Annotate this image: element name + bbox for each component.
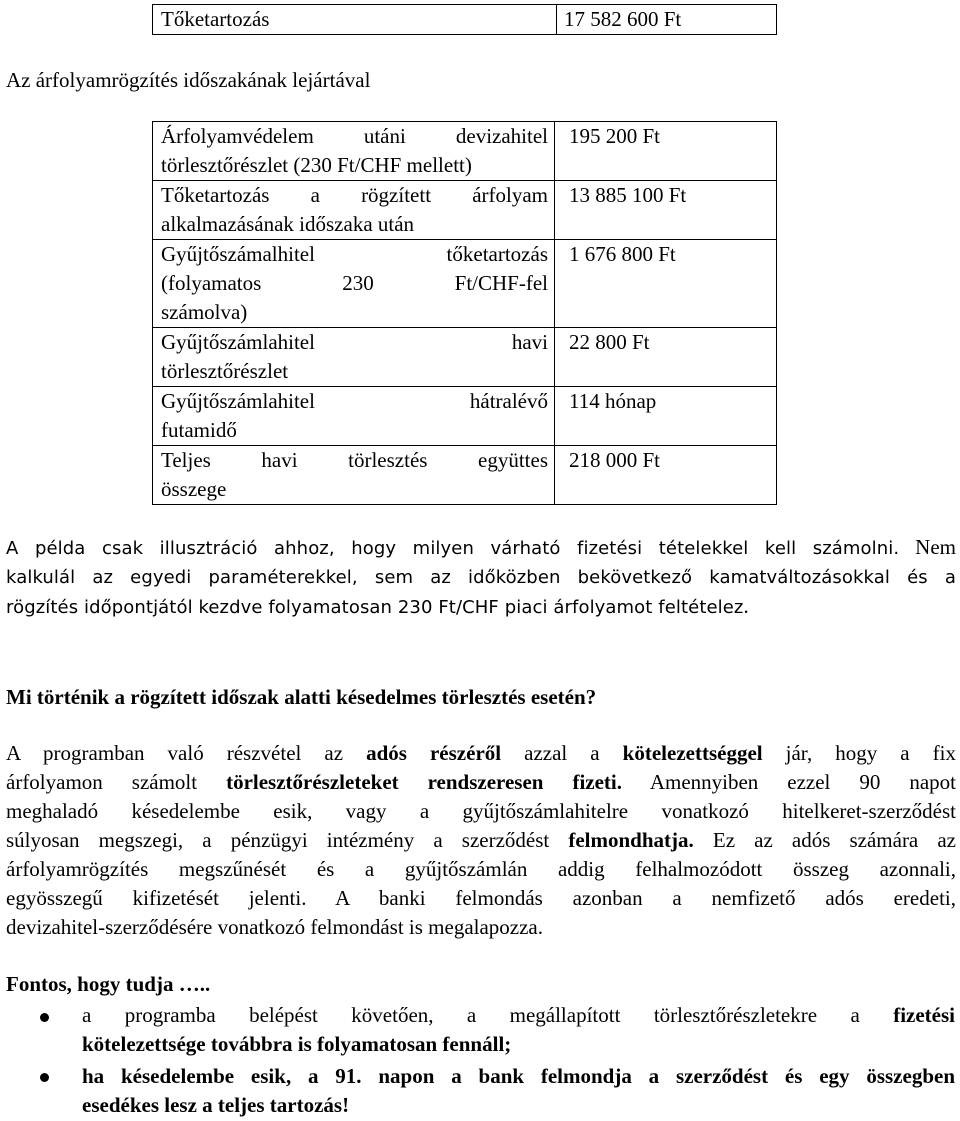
body-text: árfolyamon számolt (6, 770, 227, 794)
bullet-icon (40, 1073, 49, 1082)
bullet-icon (40, 1013, 49, 1022)
body-text: súlyosan megszegi, a pénzügyi intézmény a szerződést (6, 828, 569, 852)
body-line (6, 739, 956, 768)
table-cell-value: 13 885 100 Ft (555, 181, 777, 240)
bullet-text: a programba belépést követően, a megállapított törlesztőrészletekre a (82, 1003, 894, 1027)
note-text: A példa csak illusztráció ahhoz, hogy milyen várható fizetési tételekkel kell számolni. (6, 538, 900, 559)
table-row (153, 122, 777, 181)
table-row (153, 5, 777, 35)
bullet-line (82, 1030, 955, 1059)
label-line: futamidő (161, 418, 237, 442)
body-line: egyösszegű kifizetését jelenti. A banki felmondás azonban a nemfizető adós eredeti, (6, 886, 956, 910)
table-cell-value: 22 800 Ft (555, 328, 777, 387)
table-row (153, 240, 777, 328)
table-cell-value: 195 200 Ft (555, 122, 777, 181)
table-cell-label (153, 446, 555, 505)
body-text: jár, hogy a fix (762, 741, 956, 765)
body-bold: adós részéről (366, 741, 502, 765)
label-line: (folyamatos 230 Ft/CHF-fel (161, 271, 548, 295)
body-bold: törlesztőrészleteket rendszeresen fizeti. (226, 770, 622, 794)
body-paragraph (6, 739, 956, 942)
table-cell-label (153, 122, 555, 181)
label-line: Gyűjtőszámalhitel tőketartozás (161, 242, 548, 266)
body-bold: felmondhatja. (568, 828, 694, 852)
label-line: Árfolyamvédelem utáni devizahitel (161, 124, 548, 148)
table-cell-label (153, 328, 555, 387)
table-cell-value: 114 hónap (555, 387, 777, 446)
label-line: Gyűjtőszámlahitel havi (161, 330, 548, 354)
question-heading-text: Mi történik a rögzített időszak alatti késedelmes törlesztés esetén? (6, 685, 597, 709)
table-cell-label (153, 387, 555, 446)
important-heading (6, 970, 210, 999)
bullet-line (82, 1001, 955, 1030)
note-line-1 (6, 533, 956, 563)
note-text: rögzítés időpontjától kezdve folyamatosan 230 Ft/CHF piaci árfolyamot feltételez (6, 597, 744, 618)
table-cell-label (153, 240, 555, 328)
table-cell-value: 218 000 Ft (555, 446, 777, 505)
body-line: árfolyamrögzítés megszűnését és a gyűjtőszámlán addig felhalmozódott összeg azonnali, (6, 857, 956, 881)
bullet-item (82, 1062, 955, 1120)
body-line: devizahitel-szerződésére vonatkozó felmondást is megalapozza. (6, 915, 544, 939)
table-cell-label (153, 181, 555, 240)
section-heading: Az árfolyamrögzítés időszakának lejártával (6, 68, 371, 92)
body-line (6, 768, 956, 797)
note-line-3 (6, 592, 956, 622)
body-line (6, 826, 956, 855)
bullet-line (82, 1062, 955, 1091)
label-line: Gyűjtőszámlahitel hátralévő (161, 389, 548, 413)
bullet-bold: fizetési (893, 1003, 955, 1027)
label-line: alkalmazásának időszaka után (161, 212, 415, 236)
label-line: számolva) (161, 300, 248, 324)
principal-value: 17 582 600 Ft (557, 5, 777, 35)
important-heading-text: Fontos, hogy tudja ….. (6, 972, 211, 996)
label-line: Teljes havi törlesztés együttes (161, 448, 548, 472)
table-row (153, 328, 777, 387)
example-note (6, 533, 956, 622)
label-line: törlesztőrészlet (161, 359, 289, 383)
label-line: Tőketartozás a rögzített árfolyam (161, 183, 548, 207)
bullet-line (82, 1091, 955, 1120)
body-text: Ez az adós számára az (693, 828, 957, 852)
principal-label: Tőketartozás (153, 5, 557, 35)
body-line: meghaladó késedelembe esik, vagy a gyűjtőszámlahitelre vonatkozó hitelkeret-szerződést (6, 799, 956, 823)
bullet-item (82, 1001, 955, 1059)
table-cell-value: 1 676 800 Ft (555, 240, 777, 328)
body-bold: kötelezettséggel (622, 741, 763, 765)
table-row (153, 181, 777, 240)
label-line: törlesztőrészlet (230 Ft/CHF mellett) (161, 153, 472, 177)
installment-table (152, 121, 777, 505)
table-row (153, 446, 777, 505)
table-row (153, 387, 777, 446)
question-heading (6, 683, 596, 712)
note-text: . (743, 594, 749, 618)
bullet-bold: kötelezettsége továbbra is folyamatosan fennáll; (82, 1032, 512, 1056)
bullet-bold: ha késedelembe esik, a 91. napon a bank felmondja a szerződést és egy összegben (82, 1064, 955, 1088)
body-text: azzal a (501, 741, 623, 765)
bullet-bold: esedékes lesz a teljes tartozás! (82, 1093, 350, 1117)
note-line-2: kalkulál az egyedi paraméterekkel, sem az időközben bekövetkező kamatváltozásokkal és a (6, 567, 956, 588)
body-text: Amennyiben ezzel 90 napot (622, 770, 956, 794)
body-text: A programban való részvétel az (6, 741, 367, 765)
note-text: Nem (915, 535, 956, 559)
principal-summary-table (152, 4, 777, 35)
label-line: összege (161, 477, 227, 501)
